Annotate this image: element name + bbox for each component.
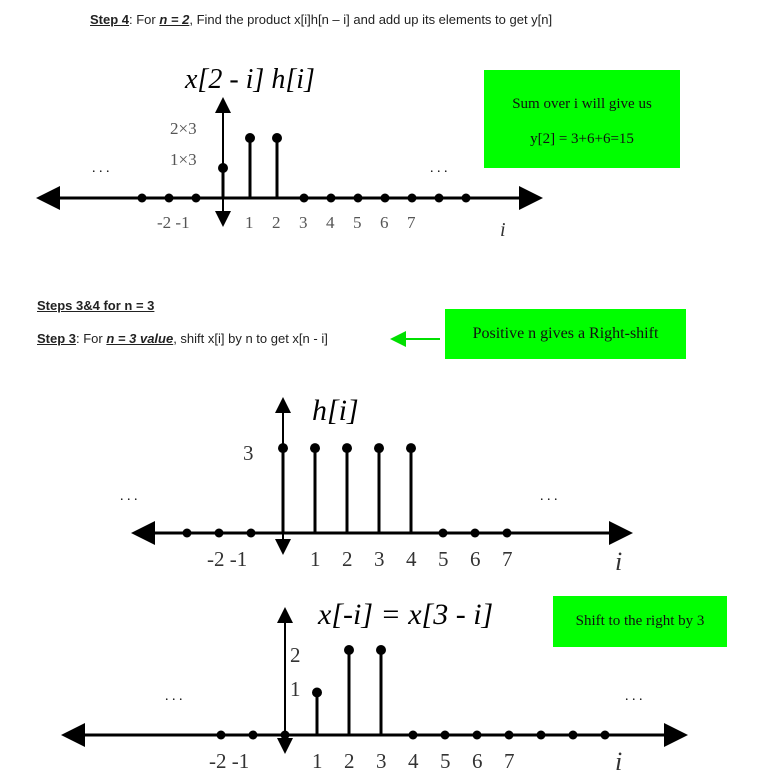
zero-sample-dot bbox=[354, 194, 363, 203]
zero-sample-dot bbox=[462, 194, 471, 203]
zero-sample-dot bbox=[192, 194, 201, 203]
zero-sample-dot bbox=[503, 529, 512, 538]
zero-sample-dot bbox=[327, 194, 336, 203]
x-tick-label: 5 bbox=[353, 213, 362, 232]
ellipsis: . . . bbox=[165, 689, 183, 704]
stem-dot bbox=[278, 443, 288, 453]
y-tick-label: 1 bbox=[290, 677, 301, 701]
text: : For bbox=[76, 331, 107, 346]
x-axis-label: i bbox=[615, 747, 623, 776]
x-tick-label-negative: -2 -1 bbox=[157, 213, 190, 232]
x-tick-label: 3 bbox=[299, 213, 308, 232]
zero-sample-dot bbox=[439, 529, 448, 538]
x-axis-label: i bbox=[615, 547, 623, 576]
x-tick-label: 2 bbox=[342, 547, 353, 571]
plot-title: x[-i] = x[3 - i] bbox=[318, 598, 494, 631]
text: , Find the product x[i]h[n – i] and add up its elements to get y[n] bbox=[189, 12, 553, 27]
zero-sample-dot bbox=[473, 731, 482, 740]
step4-label: Step 4 bbox=[90, 12, 130, 27]
y-tick-label: 1×3 bbox=[170, 150, 197, 169]
ellipsis: . . . bbox=[120, 489, 138, 504]
sum-note-line2: y[2] = 3+6+6=15 bbox=[530, 131, 634, 147]
zero-sample-dot bbox=[215, 529, 224, 538]
right-shift-note-box: Positive n gives a Right-shift bbox=[445, 309, 686, 359]
zero-sample-dot bbox=[537, 731, 546, 740]
x-tick-label-negative: -2 -1 bbox=[209, 749, 250, 773]
stem-dot bbox=[376, 645, 386, 655]
zero-sample-dot bbox=[435, 194, 444, 203]
stem-dot bbox=[406, 443, 416, 453]
zero-sample-dot bbox=[569, 731, 578, 740]
x-tick-label: 7 bbox=[502, 547, 513, 571]
x-tick-label-negative: -2 -1 bbox=[207, 547, 248, 571]
stem-dot bbox=[310, 443, 320, 453]
y-tick-label: 3 bbox=[243, 441, 254, 465]
x-tick-label: 3 bbox=[374, 547, 385, 571]
y-tick-label: 2 bbox=[290, 643, 301, 667]
x-tick-label: 2 bbox=[344, 749, 355, 773]
n-value: n = 3 value bbox=[106, 331, 174, 346]
zero-sample-dot bbox=[381, 194, 390, 203]
stem-dot bbox=[344, 645, 354, 655]
stem-dot bbox=[272, 133, 282, 143]
zero-sample-dot bbox=[165, 194, 174, 203]
x-tick-label: 1 bbox=[312, 749, 323, 773]
x-tick-label: 3 bbox=[376, 749, 387, 773]
ellipsis: . . . bbox=[92, 161, 110, 176]
y-tick-label: 2×3 bbox=[170, 119, 197, 138]
text: : For bbox=[129, 12, 160, 27]
stem-dot bbox=[342, 443, 352, 453]
zero-sample-dot bbox=[441, 731, 450, 740]
sum-note-line1: Sum over i will give us bbox=[512, 96, 652, 112]
x-tick-label: 2 bbox=[272, 213, 281, 232]
n-value: n = 2 bbox=[159, 12, 190, 27]
stem-dot bbox=[312, 688, 322, 698]
zero-sample-dot bbox=[247, 529, 256, 538]
x-tick-label: 6 bbox=[380, 213, 389, 232]
x-tick-label: 6 bbox=[472, 749, 483, 773]
shift-note-box: Shift to the right by 3 bbox=[553, 596, 727, 647]
x-tick-label: 4 bbox=[406, 547, 417, 571]
zero-sample-dot bbox=[217, 731, 226, 740]
x-tick-label: 1 bbox=[310, 547, 321, 571]
zero-sample-dot bbox=[601, 731, 610, 740]
zero-sample-dot bbox=[471, 529, 480, 538]
plot-title: x[2 - i] h[i] bbox=[185, 64, 315, 95]
zero-sample-dot bbox=[408, 194, 417, 203]
zero-sample-dot bbox=[281, 731, 290, 740]
ellipsis: . . . bbox=[430, 161, 448, 176]
zero-sample-dot bbox=[409, 731, 418, 740]
ellipsis: . . . bbox=[540, 489, 558, 504]
x-tick-label: 6 bbox=[470, 547, 481, 571]
stem-dot bbox=[245, 133, 255, 143]
plot-title: h[i] bbox=[312, 394, 359, 427]
zero-sample-dot bbox=[300, 194, 309, 203]
x-tick-label: 5 bbox=[440, 749, 451, 773]
x-axis-label: i bbox=[500, 219, 506, 241]
zero-sample-dot bbox=[249, 731, 258, 740]
stem-dot bbox=[218, 163, 228, 173]
x-tick-label: 4 bbox=[408, 749, 419, 773]
ellipsis: . . . bbox=[625, 689, 643, 704]
stem-dot bbox=[374, 443, 384, 453]
zero-sample-dot bbox=[505, 731, 514, 740]
zero-sample-dot bbox=[183, 529, 192, 538]
steps34-heading: Steps 3&4 for n = 3 bbox=[37, 298, 155, 313]
x-tick-label: 1 bbox=[245, 213, 254, 232]
step3-label: Step 3 bbox=[37, 331, 77, 346]
zero-sample-dot bbox=[138, 194, 147, 203]
x-tick-label: 7 bbox=[407, 213, 416, 232]
x-tick-label: 4 bbox=[326, 213, 335, 232]
x-tick-label: 5 bbox=[438, 547, 449, 571]
text: , shift x[i] by n to get x[n - i] bbox=[173, 331, 328, 346]
x-tick-label: 7 bbox=[504, 749, 515, 773]
